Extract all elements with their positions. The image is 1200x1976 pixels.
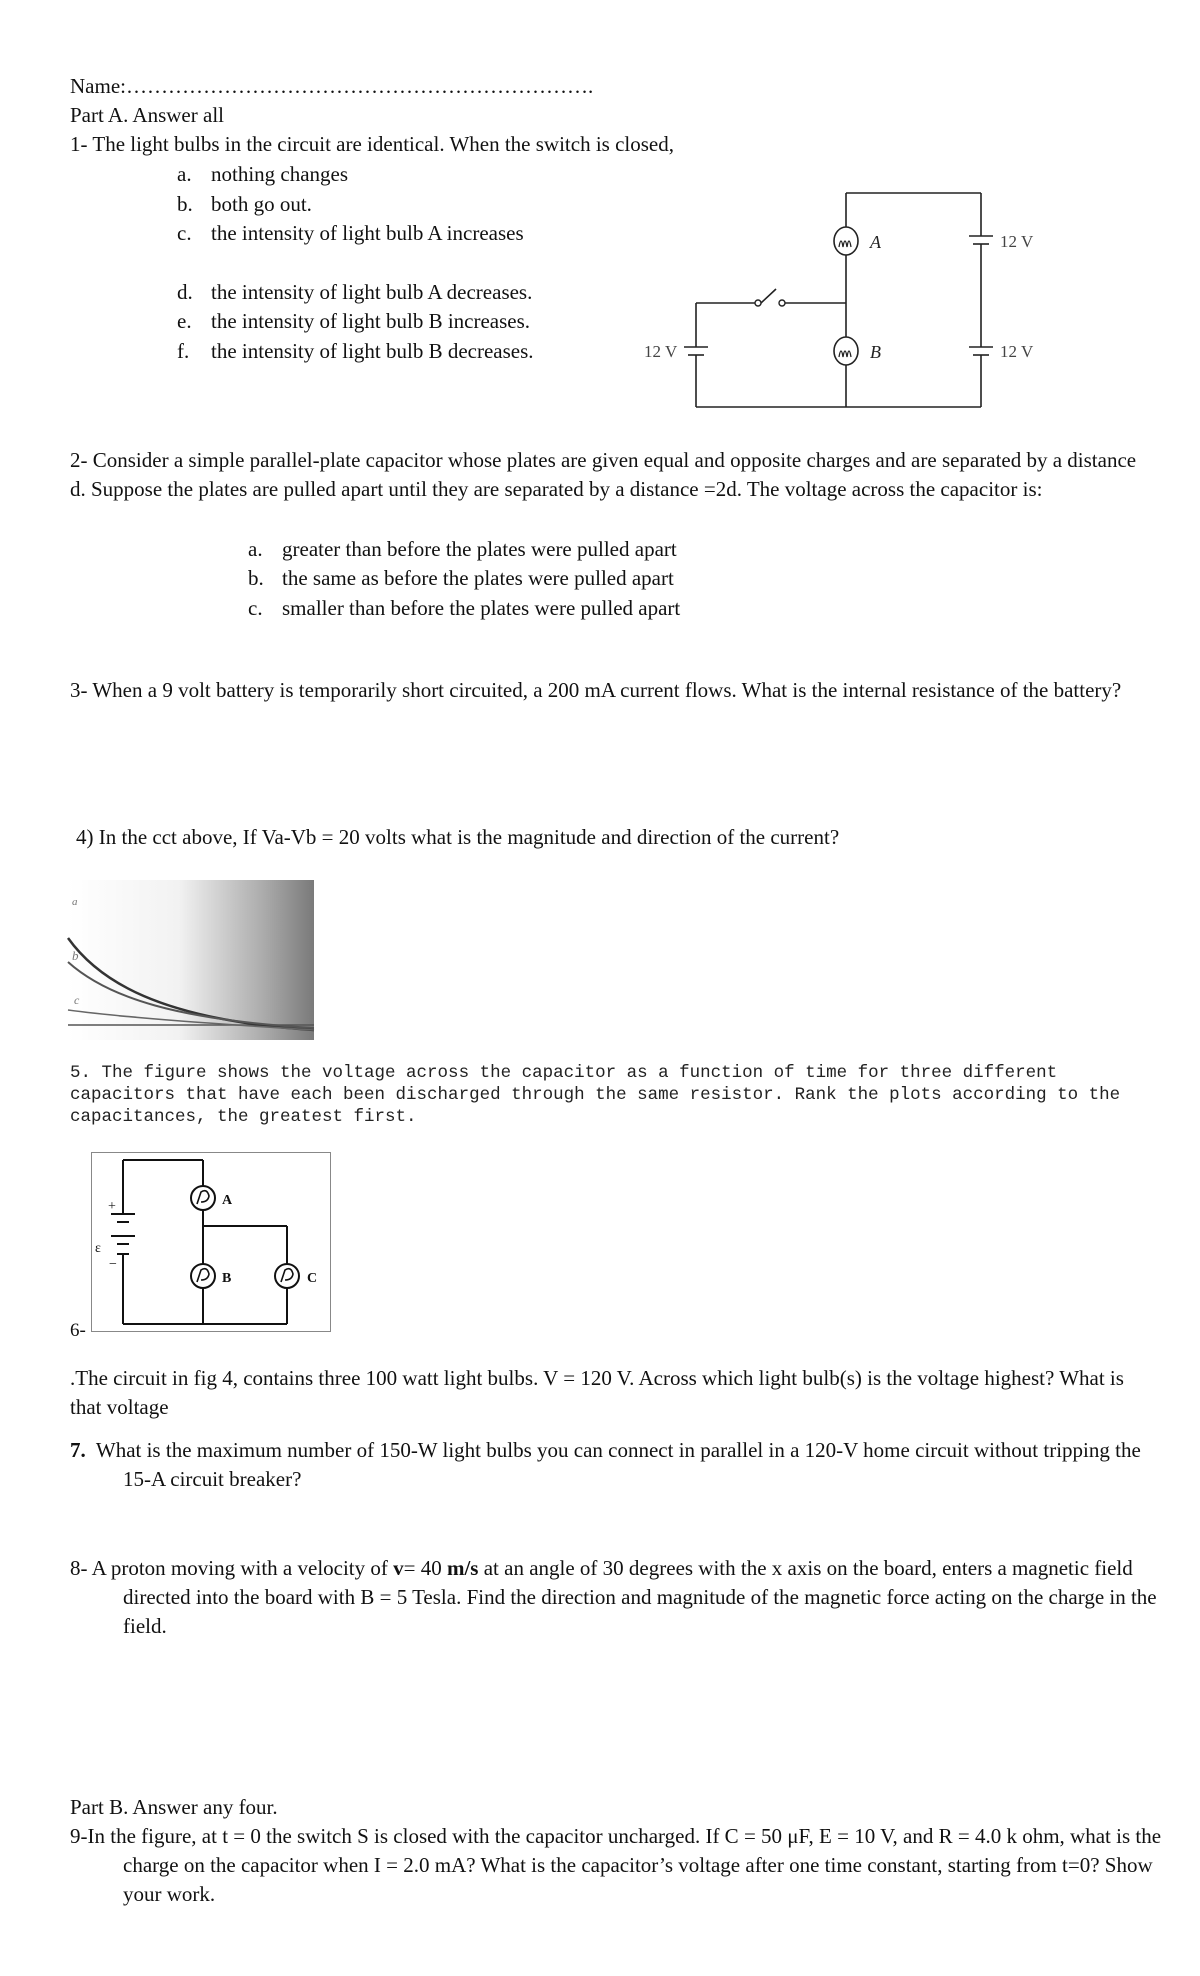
q6-text: .The circuit in fig 4, contains three 100 watt light bulbs. V = 120 V. Across which light bulb(s) is the voltage highest? What is that voltage: [70, 1366, 1124, 1419]
q7-number: 7.: [70, 1438, 86, 1462]
bulb-a-icon: [191, 1186, 215, 1210]
switch-contact-icon: [755, 300, 761, 306]
battery-minus-label: −: [109, 1257, 117, 1272]
q7-text: 7. What is the maximum number of 150-W light bulbs you can connect in parallel in a 120-V home circuit without tripping the 15-A circuit breaker?: [70, 1438, 1141, 1491]
bulb-b-label: B: [222, 1271, 232, 1286]
q1-option-b: b. both go out.: [177, 192, 312, 216]
battery-left-icon: [684, 347, 708, 355]
q6-circuit-diagram: [91, 1152, 331, 1332]
q2-option-c: c. smaller than before the plates were pulled apart: [248, 596, 681, 620]
bulb-c-label: C: [307, 1271, 318, 1286]
q2-option-b: b. the same as before the plates were pulled apart: [248, 566, 674, 590]
q1-stem: 1- The light bulbs in the circuit are identical. When the switch is closed,: [70, 132, 674, 156]
bulb-a-label: A: [222, 1193, 233, 1208]
curve-a-label: a: [72, 896, 78, 908]
bulb-a-icon: [834, 227, 858, 255]
q9-text: 9-In the figure, at t = 0 the switch S is closed with the capacitor uncharged. If C = 50 μF, E = 10 V, and R = 4.0 k ohm, what is the charge on the capacitor when I = 2.0 mA? What is the capacitor’s voltage after one time constant, starting from t=0? Show your work.: [70, 1824, 1162, 1906]
q1-option-f: f. the intensity of light bulb B decreases.: [177, 339, 534, 363]
q4-stem: 4) In the cct above, If Va-Vb = 20 volts what is the magnitude and direction of the current?: [76, 825, 840, 849]
battery-right-top-icon: [969, 236, 993, 244]
q1-option-a: a. nothing changes: [177, 162, 349, 186]
bulb-b-label: B: [870, 342, 881, 362]
battery-left-label: 12 V: [644, 342, 678, 361]
q1-option-d: d. the intensity of light bulb A decreases.: [177, 280, 533, 304]
q5-discharge-plot: [68, 880, 314, 1040]
battery-plus-label: +: [108, 1199, 116, 1214]
curve-c-label: c: [74, 993, 80, 1007]
emf-label: ε: [95, 1241, 101, 1256]
battery-right-bottom-icon: [969, 347, 993, 355]
part-a-heading: Part A. Answer all: [70, 103, 224, 127]
battery-right-bottom-label: 12 V: [1000, 342, 1034, 361]
bulb-b-icon: [191, 1264, 215, 1288]
q1-option-e: e. the intensity of light bulb B increases.: [177, 309, 531, 333]
q5-text: 5. The figure shows the voltage across the capacitor as a function of time for three different capacitors that have each been discharged through the same resistor. Rank the plots according to the capacitances, the greatest first.: [70, 1063, 1121, 1127]
bulb-a-label: A: [870, 232, 881, 252]
switch-contact-icon: [779, 300, 785, 306]
q6-number: 6-: [70, 1320, 86, 1341]
name-line: Name:………………………………………………………….: [70, 74, 594, 98]
q3-stem: 3- When a 9 volt battery is temporarily short circuited, a 200 mA current flows. What is the internal resistance of the battery?: [70, 678, 1122, 702]
q2-stem: 2- Consider a simple parallel-plate capacitor whose plates are given equal and opposite charges and are separated by a distance d. Suppose the plates are pulled apart until they are separated by a distance =2d. The voltage across the capacitor is:: [70, 448, 1137, 501]
q8-text: 8- A proton moving with a velocity of v= 40 m/s at an angle of 30 degrees with the x axis on the board, enters a magnetic field directed into the board with B = 5 Tesla. Find the direction and magnitude of the magnetic force acting on the charge in the field.: [70, 1556, 1157, 1638]
bulb-c-icon: [275, 1264, 299, 1288]
q1-option-c: c. the intensity of light bulb A increases: [177, 221, 524, 245]
q2-option-a: a. greater than before the plates were pulled apart: [248, 537, 677, 561]
q1-circuit-diagram: [620, 185, 1034, 415]
part-b-heading: Part B. Answer any four.: [70, 1795, 278, 1819]
curve-b-label: b: [72, 948, 79, 963]
bulb-b-icon: [834, 337, 858, 365]
battery-right-top-label: 12 V: [1000, 232, 1034, 251]
